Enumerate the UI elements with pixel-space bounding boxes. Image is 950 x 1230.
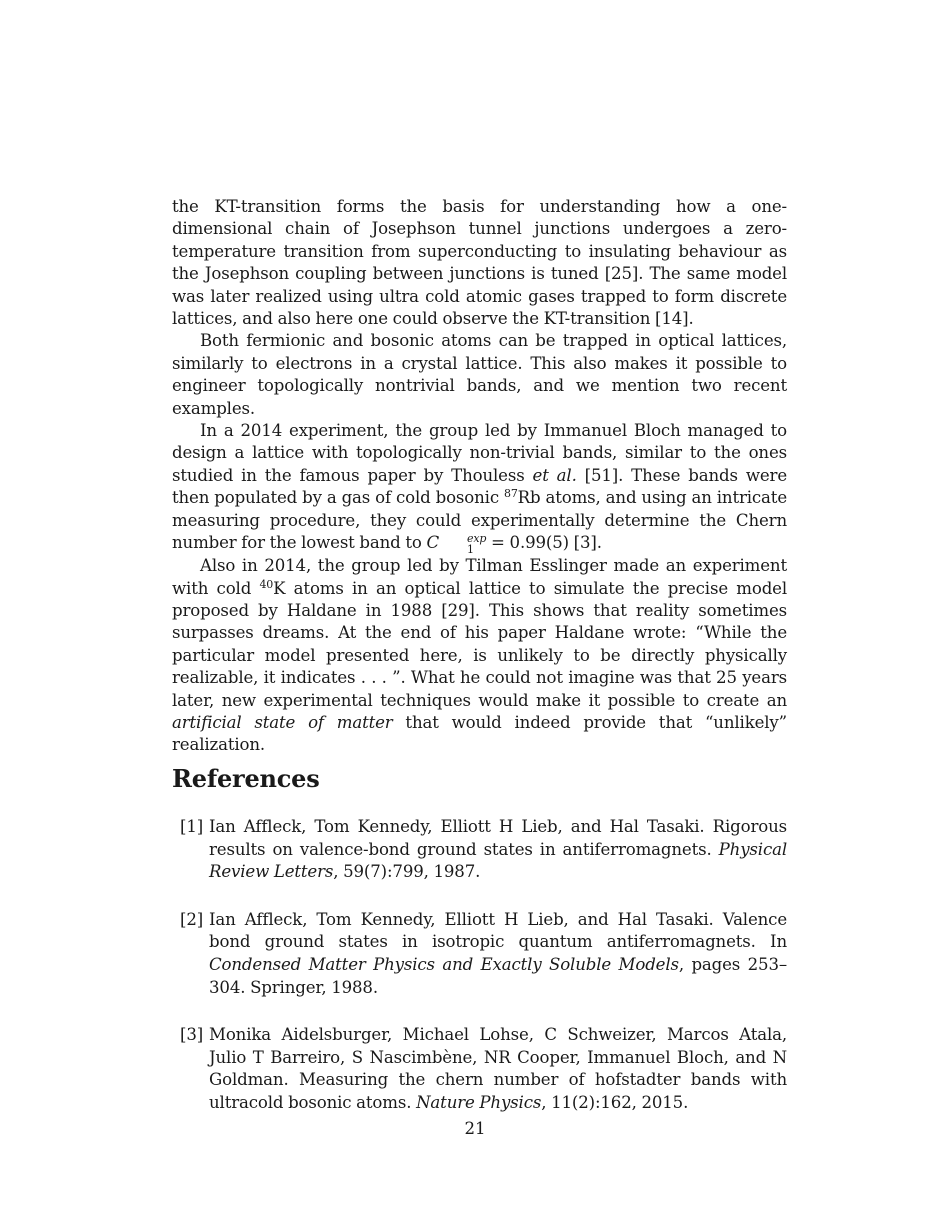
paragraph-bloch-experiment: [172, 420, 787, 555]
isotope-superscript: 87: [503, 487, 518, 501]
chern-superscript: exp: [467, 532, 487, 546]
text-run: In a 2014 experiment, the group led by Immanuel Bloch managed to design a lattice with topologically non-trivial bands, similar to the ones studied in the famous paper by Thouless: [172, 421, 787, 485]
reference-details: , 59(7):799, 1987.: [333, 862, 481, 882]
page-number: 21: [464, 1119, 486, 1138]
reference-venue: Nature Physics: [416, 1092, 542, 1112]
reference-item: [172, 1024, 787, 1114]
isotope-superscript: 40: [259, 577, 274, 591]
paragraph-esslinger-experiment: [172, 555, 787, 757]
reference-details: , 11(2):162, 2015.: [541, 1092, 689, 1112]
reference-text: Monika Aidelsburger, Michael Lohse, C Schweizer, Marcos Atala, Julio T Barreiro, S Nascimbène, NR Cooper, Immanuel Bloch, and N Goldman. Measuring the chern number of hofstadter bands with ultracold bosonic atoms.: [209, 1025, 787, 1112]
text-run: Also in 2014, the group led by Tilman Esslinger made an experiment with cold: [172, 556, 787, 598]
reference-number: [2]: [180, 909, 204, 929]
text-run: = 0.99(5) [3].: [486, 533, 602, 553]
reference-list: [172, 816, 787, 1115]
reference-venue: Physical Review Letters: [209, 839, 787, 882]
paragraph-kt-transition: the KT-transition forms the basis for understanding how a one-dimensional chain of Josephson tunnel junctions undergoes a zero-temperature transition from superconducting to insulating behaviour as the Josephson coupling between junctions is tuned [25]. The same model was later realized using ultra cold atomic gases trapped to form discrete lattices, and also here one could observe the KT-transition [14].: [172, 197, 787, 329]
text-run: K atoms in an optical lattice to simulate the precise model proposed by Haldane in 1988 [29]. This shows that reality sometimes surpasses dreams. At the end of his paper Haldane wrote: “While the particular model presented here, is unlikely to be directly physically realizable, it indicates . . . ”. What he could not imagine was that 25 years later, new experimental techniques would make it possible to create an: [172, 578, 787, 710]
reference-venue: Condensed Matter Physics and Exactly Soluble Models: [209, 954, 679, 974]
reference-text: Ian Affleck, Tom Kennedy, Elliott H Lieb, and Hal Tasaki. Rigorous results on valence-bond ground states in antiferromagnets.: [209, 817, 787, 859]
chern-symbol: C: [426, 533, 440, 553]
text-run: that would indeed provide that “unlikely” realization.: [172, 712, 787, 755]
chern-sub-superscript: [439, 533, 486, 555]
text-run: Rb atoms, and using an intricate measuring procedure, they could experimentally determine the Chern number for the lowest band to: [172, 488, 787, 553]
reference-item: [172, 909, 787, 999]
reference-number: [1]: [180, 817, 204, 836]
chern-subscript: 1: [467, 543, 474, 557]
reference-item: [172, 816, 787, 884]
body-text: [172, 196, 787, 757]
artificial-matter-emphasis: artificial state of matter: [172, 712, 393, 732]
references-heading: References: [172, 764, 320, 793]
text-run: [51]. These bands were then populated by a gas of cold bosonic: [172, 465, 787, 508]
paragraph-optical-lattices: Both fermionic and bosonic atoms can be trapped in optical lattices, similarly to electrons in a crystal lattice. This also makes it possible to engineer topologically nontrivial bands, and we mention two recent examples.: [172, 331, 787, 418]
reference-text: Ian Affleck, Tom Kennedy, Elliott H Lieb, and Hal Tasaki. Valence bond ground states in isotropic quantum antiferromagnets. In: [209, 909, 787, 952]
et-al-emphasis: et al.: [532, 465, 577, 485]
reference-details: , pages 253–304. Springer, 1988.: [209, 954, 787, 997]
reference-number: [3]: [180, 1025, 204, 1045]
